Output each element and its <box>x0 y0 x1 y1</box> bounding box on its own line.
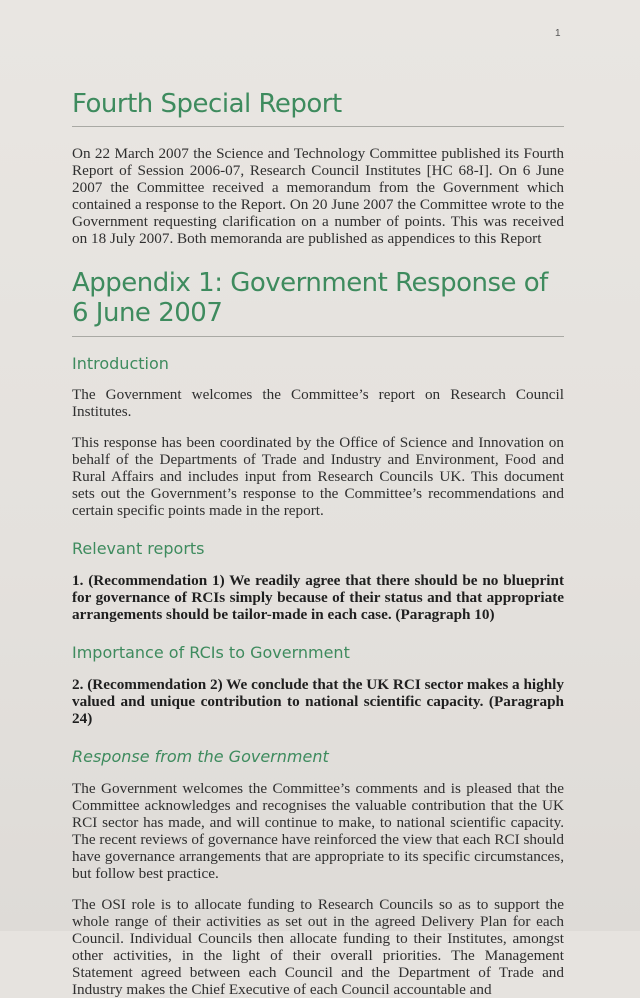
intro-paragraph: On 22 March 2007 the Science and Technology Committee published its Fourth Report of Session 2006-07, Research Council Institutes [HC 68-I]. On 6 June 2007 the Committee received a memorandum from the Government which contained a response to the Report. On 20 June 2007 the Committee wrote to the Government requesting clarification on a number of points. This was received on 18 July 2007. Both memoranda are published as appendices to this Report <box>72 145 564 247</box>
response-heading: Response from the Government <box>72 747 329 766</box>
report-title: Fourth Special Report <box>72 89 342 119</box>
title-rule <box>72 126 564 127</box>
appendix-title: Appendix 1: Government Response of 6 June 2007 <box>72 268 548 328</box>
relevant-reports-heading: Relevant reports <box>72 539 205 558</box>
response-paragraph-2: The OSI role is to allocate funding to Research Councils so as to support the whole range of their activities as set out in the agreed Delivery Plan for each Council. Individual Councils then allocate funding to their Institutes, amongst other activities, in the light of their overall priorities. The Management Statement agreed between each Council and the Department of Trade and Industry makes the Chief Executive of each Council accountable and <box>72 896 564 998</box>
recommendation-1: 1. (Recommendation 1) We readily agree that there should be no blueprint for governance of RCIs simply because of their status and that appropriate arrangements should be tailor-made in each case. (Paragraph 10) <box>72 572 564 623</box>
response-paragraph-1: The Government welcomes the Committee’s comments and is pleased that the Committee acknowledges and recognises the valuable contribution that the UK RCI sector has made, and will continue to make, to national scientific capacity. The recent reviews of governance have reinforced the view that each RCI should have governance arrangements that are appropriate to its specific circumstances, but follow best practice. <box>72 780 564 882</box>
introduction-paragraph-1: The Government welcomes the Committee’s report on Research Council Institutes. <box>72 386 564 420</box>
introduction-heading: Introduction <box>72 354 169 373</box>
importance-heading: Importance of RCIs to Government <box>72 643 350 662</box>
appendix-rule <box>72 336 564 337</box>
page-content <box>72 82 564 998</box>
page-number: 1 <box>555 28 561 39</box>
introduction-paragraph-2: This response has been coordinated by the Office of Science and Innovation on behalf of the Departments of Trade and Industry and Environment, Food and Rural Affairs and includes input from Research Councils UK. This document sets out the Government’s response to the Committee’s recommendations and certain specific points made in the report. <box>72 434 564 519</box>
recommendation-2: 2. (Recommendation 2) We conclude that the UK RCI sector makes a highly valued and unique contribution to national scientific capacity. (Paragraph 24) <box>72 676 564 727</box>
